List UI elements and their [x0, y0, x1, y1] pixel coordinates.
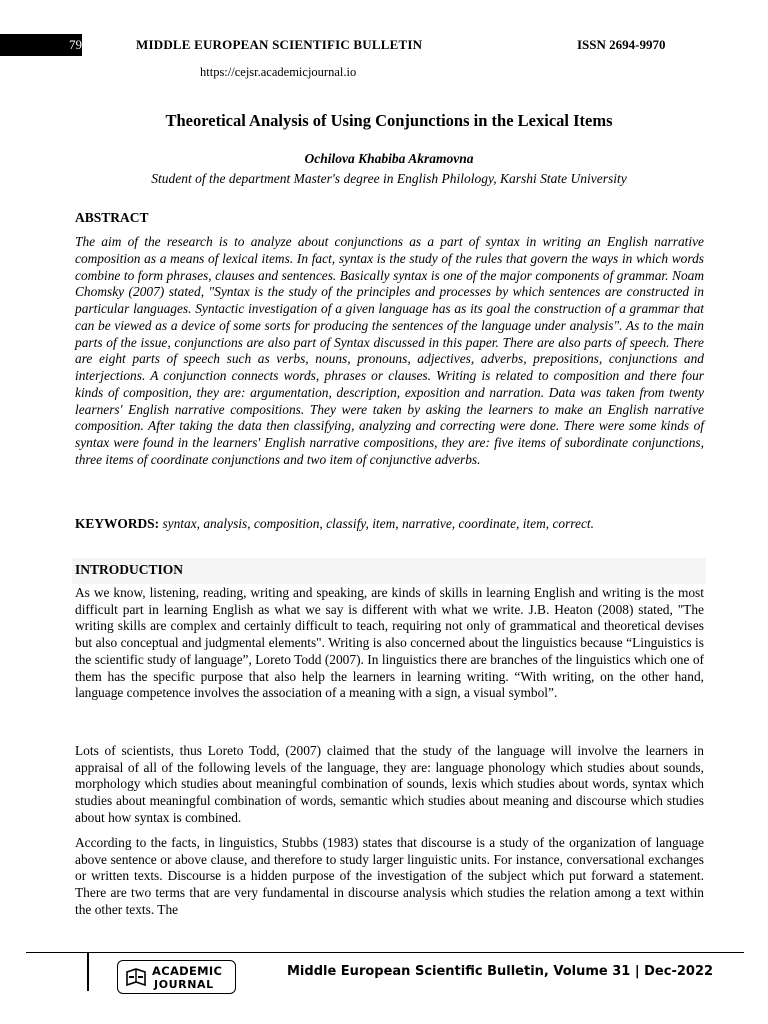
- author-name: Ochilova Khabiba Akramovna: [304, 151, 474, 166]
- keywords-list: syntax, analysis, composition, classify, item, narrative, coordinate, item, correct.: [162, 516, 594, 531]
- academic-journal-logo: [117, 960, 236, 994]
- paper-title: Theoretical Analysis of Using Conjunctions in the Lexical Items: [165, 111, 613, 130]
- keywords: [75, 515, 704, 532]
- footer-citation: Middle European Scientific Bulletin, Volume 31 | Dec-2022: [287, 964, 714, 979]
- keywords-label: KEYWORDS:: [75, 516, 160, 531]
- abstract-heading: ABSTRACT: [75, 210, 149, 225]
- introduction-paragraph-3: According to the facts, in linguistics, Stubbs (1983) states that discourse is a study of the organization of language above sentence or above clause, and therefore to study larger linguistic units. For instance, conversational exchanges or written texts. Discourse is a hidden purpose of the investigation of the subject which put forward a statement. There are two terms that are very fundamental in discourse analysis which studies the relation among a text within the other texts. The: [75, 835, 704, 917]
- journal-url[interactable]: https://cejsr.academicjournal.io: [200, 65, 357, 79]
- abstract-text: The aim of the research is to analyze about conjunctions as a part of syntax in writing an English narrative composition as a means of lexical items. In fact, syntax is the study of the rules that govern the ways in which words combine to form phrases, clauses and sentences. Basically syntax is one of the major components of grammar. Noam Chomsky (2007) stated, "Syntax is the study of the principles and processes by which sentences are constructed in particular languages. Syntactic investigation of a given language has as its goal the construction of a grammar that can be viewed as a device of some sorts for producing the sentences of the language under analysis". As to the main parts of the issue, conjunctions are also part of Syntax discussed in this paper. There are also parts of speech. There are eight parts of speech such as verbs, nouns, pronouns, adjectives, adverbs, prepositions, conjunctions and interjections. A conjunction connects words, phrases or clauses. Writing is related to composition and there four kinds of composition, they are: argumentation, description, exposition and narration. Data was taken from twenty learners' English narrative compositions. They were taken by asking the learners to make an English narrative composition. After taking the data then classifying, analyzing and correcting were done. There were some kinds of syntax were found in the learners' English narrative compositions, they are: five items of subordinate conjunctions, three items of coordinate conjunctions and two item of conjunctive adverbs.: [75, 234, 704, 467]
- introduction-paragraph-2: Lots of scientists, thus Loreto Todd, (2007) claimed that the study of the language will involve the learners in appraisal of all of the following levels of the language, they are: language phonology which studies about sounds, morphology which studies about meaningful combination of sounds, lexis which studies about words, syntax which studies about meaningful combination of words, semantic which studies about meaning and discourse which studies about how syntax is combined.: [75, 743, 704, 825]
- book-icon: [125, 966, 147, 988]
- footer-divider: [26, 952, 744, 953]
- logo-text-journal: JOURNAL: [154, 978, 214, 991]
- journal-title: MIDDLE EUROPEAN SCIENTIFIC BULLETIN: [136, 37, 423, 52]
- page-number: 79: [69, 37, 82, 52]
- footer-vertical-divider: [87, 953, 89, 991]
- author-affiliation: Student of the department Master's degree in English Philology, Karshi State University: [151, 171, 627, 186]
- logo-text-academic: ACADEMIC: [152, 964, 223, 978]
- issn: ISSN 2694-9970: [577, 37, 666, 52]
- introduction-paragraph-1: As we know, listening, reading, writing and speaking, are kinds of skills in learning English and writing is the most difficult part in learning English as what we say is different with what we write. J.B. Heaton (2008) stated, "The writing skills are complex and certainly difficult to teach, requiring not only of grammatical and theoretical devises but also conceptual and judgmental elements". Writing is also concerned about the linguistics because “Linguistics is the scientific study of language”, Loreto Todd (2007). In linguistics there are branches of the linguistics which one of them has the specific purpose that also help the learners in learning writing. “With writing, on the other hand, language competence involves the association of a meaning with a sign, a visual symbol”.: [75, 585, 704, 701]
- introduction-heading: INTRODUCTION: [75, 562, 184, 577]
